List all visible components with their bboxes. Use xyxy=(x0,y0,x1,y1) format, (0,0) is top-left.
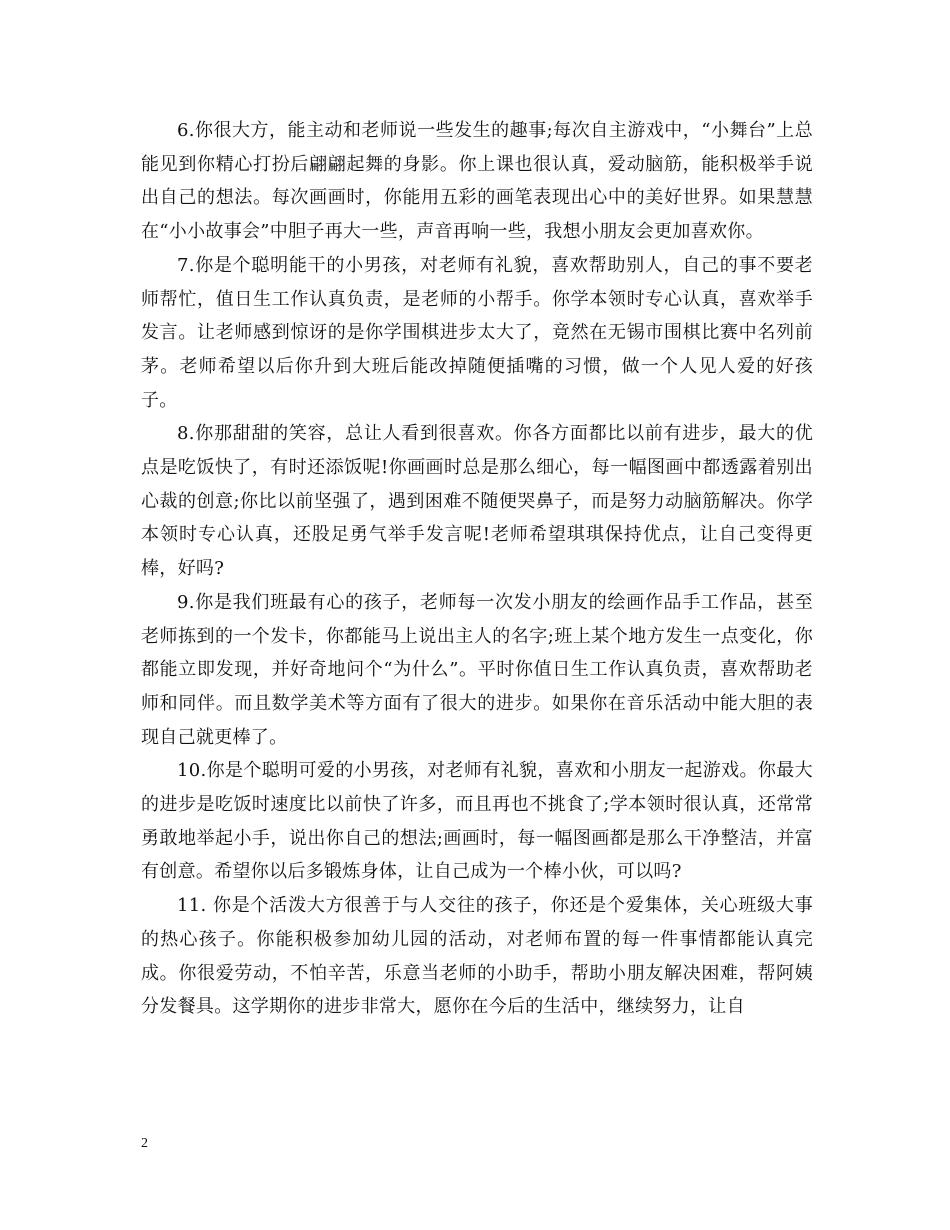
paragraph-7: 7.你是个聪明能干的小男孩，对老师有礼貌，喜欢帮助别人，自己的事不要老师帮忙，值日生工作认真负责，是老师的小帮手。你学本领时专心认真，喜欢举手发言。让老师感到惊讶的是你学围棋进步太大了，竟然在无锡市围棋比赛中名列前茅。老师希望以后你升到大班后能改掉随便插嘴的习惯，做一个人见人爱的好孩子。 xyxy=(141,254,813,411)
paragraph-11: 11. 你是个活泼大方很善于与人交往的孩子，你还是个爱集体，关心班级大事的热心孩子。你能积极参加幼儿园的活动，对老师布置的每一件事情都能认真完成。你很爱劳动，不怕辛苦，乐意当老师的小助手，帮助小朋友解决困难，帮阿姨分发餐具。这学期你的进步非常大，愿你在今后的生活中，继续努力，让自 xyxy=(141,895,813,1018)
paragraph-9: 9.你是我们班最有心的孩子，老师每一次发小朋友的绘画作品手工作品，甚至老师拣到的一个发卡，你都能马上说出主人的名字;班上某个地方发生一点变化，你都能立即发现，并好奇地问个“为什么”。平时你值日生工作认真负责，喜欢帮助老师和同伴。而且数学美术等方面有了很大的进步。如果你在音乐活动中能大胆的表现自己就更棒了。 xyxy=(141,591,813,748)
paragraph-8: 8.你那甜甜的笑容，总让人看到很喜欢。你各方面都比以前有进步，最大的优点是吃饭快了，有时还添饭呢!你画画时总是那么细心，每一幅图画中都透露着别出心裁的创意;你比以前坚强了，遇到困难不随便哭鼻子，而是努力动脑筋解决。你学本领时专心认真，还股足勇气举手发言呢!老师希望琪琪保持优点，让自己变得更棒，好吗? xyxy=(141,423,813,580)
document-body xyxy=(141,114,813,1024)
paragraph-6: 6.你很大方，能主动和老师说一些发生的趣事;每次自主游戏中，“小舞台”上总能见到你精心打扮后翩翩起舞的身影。你上课也很认真，爱动脑筋，能积极举手说出自己的想法。每次画画时，你能用五彩的画笔表现出心中的美好世界。如果慧慧在“小小故事会”中胆子再大一些，声音再响一些，我想小朋友会更加喜欢你。 xyxy=(141,120,813,243)
paragraph-10: 10.你是个聪明可爱的小男孩，对老师有礼貌，喜欢和小朋友一起游戏。你最大的进步是吃饭时速度比以前快了许多，而且再也不挑食了;学本领时很认真，还常常勇敢地举起小手，说出你自己的想法;画画时，每一幅图画都是那么干净整洁，并富有创意。希望你以后多锻炼身体，让自己成为一个棒小伙，可以吗? xyxy=(141,760,813,883)
page-number: 2 xyxy=(141,1136,148,1151)
